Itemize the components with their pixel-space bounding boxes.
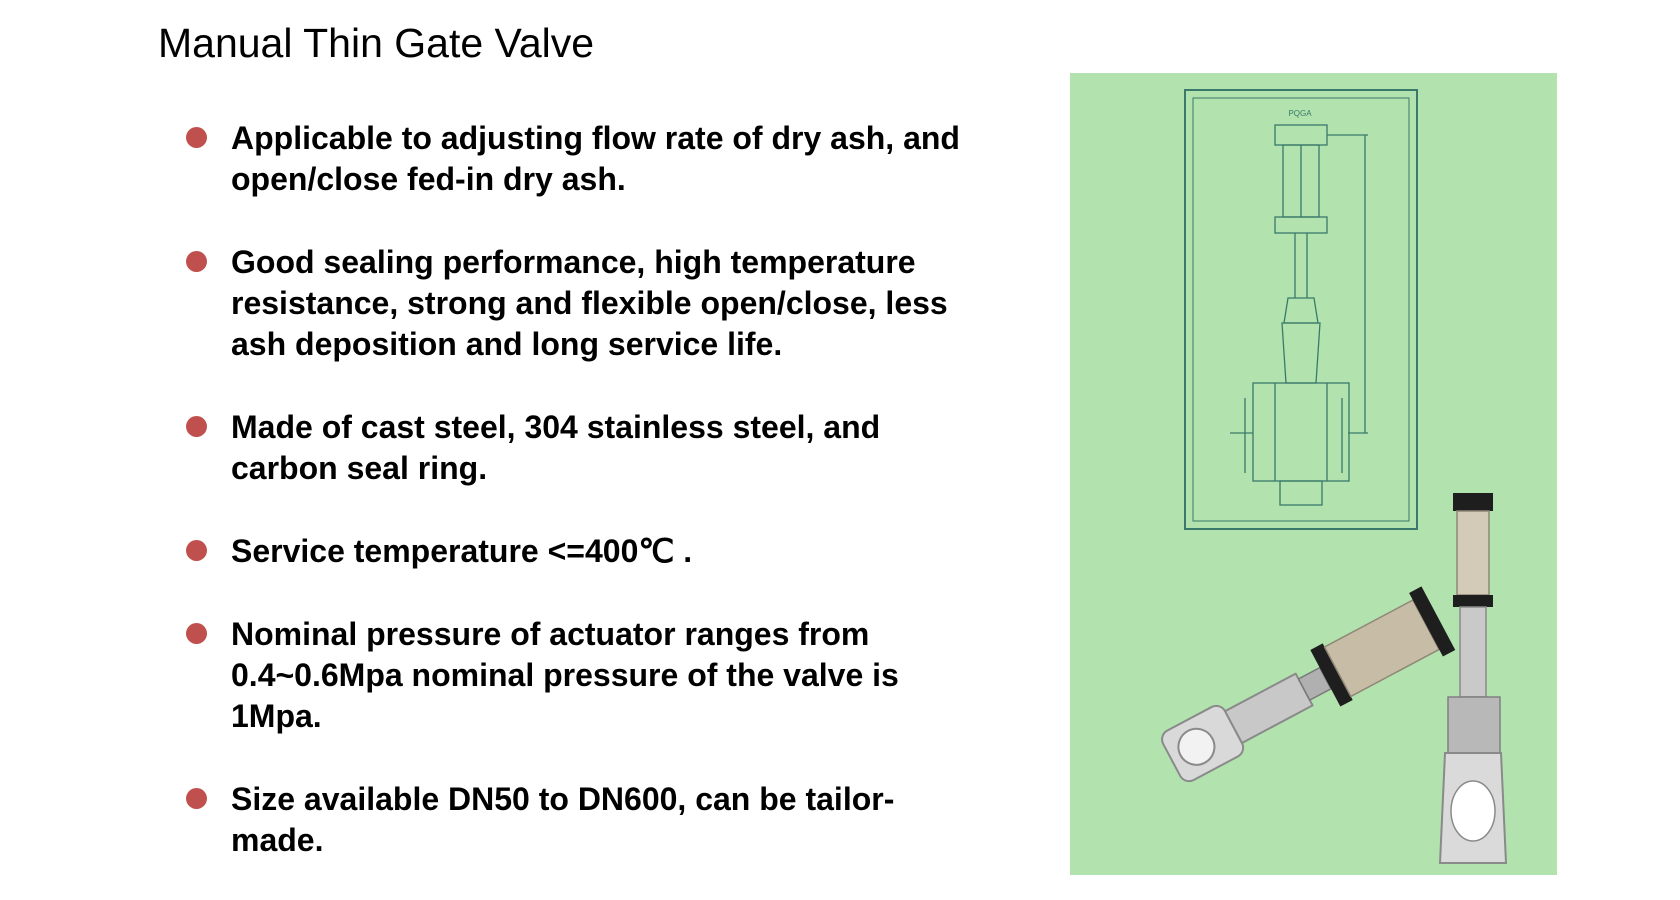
angled-valve-photo — [1155, 586, 1455, 791]
bullet-text: Nominal pressure of actuator ranges from 0.4~0.6Mpa nominal pressure of the valve is 1Mpa. — [231, 616, 899, 734]
bullet-dot-icon — [186, 416, 207, 437]
bullet-text: Service temperature <=400℃ . — [231, 533, 693, 569]
technical-drawing — [1185, 90, 1417, 529]
product-illustration — [1070, 73, 1557, 875]
bullet-dot-icon — [186, 788, 207, 809]
bullet-item — [186, 531, 966, 572]
bullet-item — [186, 614, 966, 737]
bullet-item — [186, 779, 966, 861]
upright-valve-photo — [1440, 493, 1506, 863]
bullet-text: Size available DN50 to DN600, can be tailor-made. — [231, 781, 895, 858]
bullet-dot-icon — [186, 251, 207, 272]
slide-title: Manual Thin Gate Valve — [158, 20, 595, 66]
product-image-panel — [1070, 73, 1557, 875]
bullet-item — [186, 407, 966, 489]
bullet-text: Made of cast steel, 304 stainless steel, and carbon seal ring. — [231, 409, 881, 486]
bullet-list — [186, 118, 966, 861]
drawing-label: PQGA — [1288, 109, 1312, 118]
bullet-dot-icon — [186, 540, 207, 561]
bullet-dot-icon — [186, 127, 207, 148]
bullet-item — [186, 118, 966, 200]
bullet-text: Good sealing performance, high temperature resistance, strong and flexible open/close, less ash deposition and long service life. — [231, 244, 948, 362]
bullet-dot-icon — [186, 623, 207, 644]
bullet-text: Applicable to adjusting flow rate of dry ash, and open/close fed-in dry ash. — [231, 120, 960, 197]
bullet-item — [186, 242, 966, 365]
